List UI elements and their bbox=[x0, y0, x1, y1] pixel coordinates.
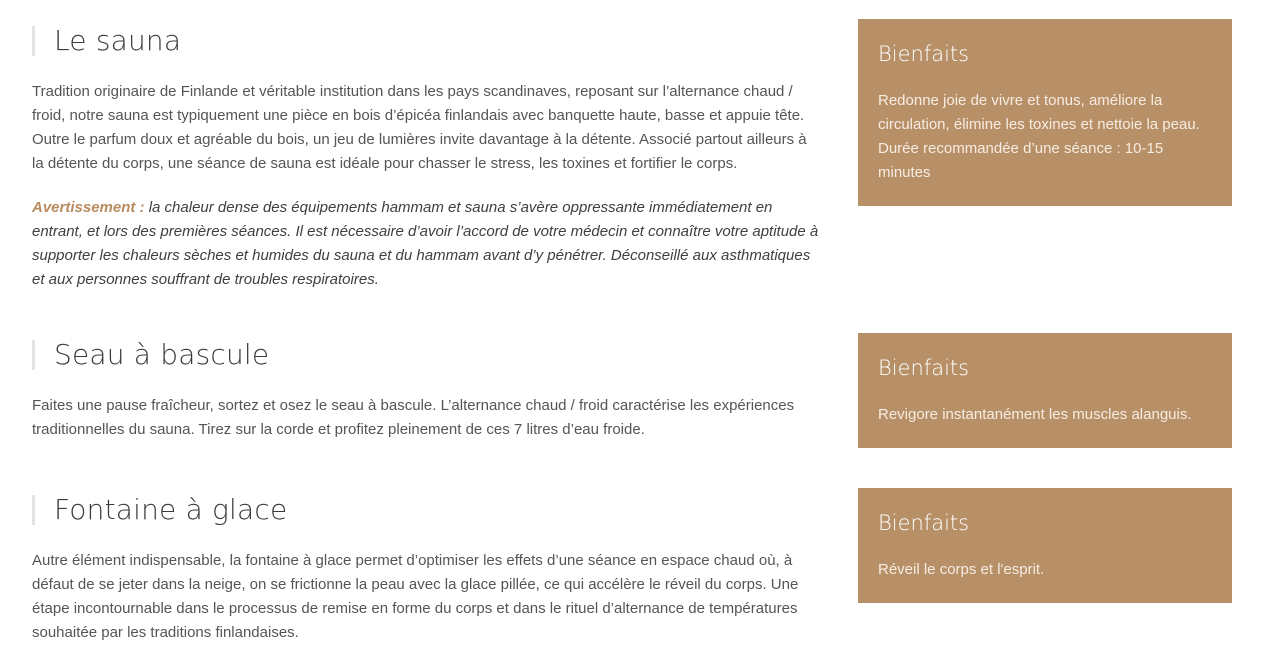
card-text: Réveil le corps et l'esprit. bbox=[878, 561, 1045, 578]
card-title: Bienfaits bbox=[878, 356, 970, 380]
card-text: Revigore instantanément les muscles alanguis. bbox=[878, 406, 1192, 423]
benefits-card-fontaine bbox=[858, 488, 1232, 603]
section-description: Autre élément indispensable, la fontaine à glace permet d’optimiser les effets d’une séance en espace chaud où, à défaut de se jeter dans la neige, on se frictionne la peau avec la glace pillée, ce qui accélère le réveil du corps. Une étape incontournable dans le processus de remise en forme du corps et dans le rituel d’alternance de températures souhaitée par les traditions finlandaises. bbox=[32, 552, 799, 641]
warning-text: la chaleur dense des équipements hammam et sauna s’avère oppressante immédiatement en entrant, et lors des premières séances. Il est nécessaire d’avoir l’accord de votre médecin et connaître votre aptitude à supporter les chaleurs sèches et humides du sauna et du hammam avant d’y pénétrer. Déconseillé aux asthmatiques et aux personnes souffrant de troubles respiratoires. bbox=[32, 199, 819, 288]
section-title: Fontaine à glace bbox=[32, 495, 287, 525]
card-text: Redonne joie de vivre et tonus, améliore la circulation, élimine les toxines et nettoie la peau. Durée recommandée d’une séance : 10-15 minutes bbox=[878, 92, 1200, 181]
card-title: Bienfaits bbox=[878, 511, 970, 535]
warning-label: Avertissement : bbox=[32, 199, 145, 216]
card-title: Bienfaits bbox=[878, 42, 970, 66]
benefits-card-seau bbox=[858, 333, 1232, 448]
section-title: Seau à bascule bbox=[32, 340, 269, 370]
section-description: Tradition originaire de Finlande et véritable institution dans les pays scandinaves, reposant sur l’alternance chaud / froid, notre sauna est typiquement une pièce en bois d’épicéa finlandais avec banquette haute, basse et appuie tête. Outre le parfum doux et agréable du bois, un jeu de lumières invite davantage à la détente. Associé partout ailleurs à la détente du corps, une séance de sauna est idéale pour chasser le stress, les toxines et fortifier le corps. bbox=[32, 83, 807, 172]
warning-paragraph bbox=[32, 196, 822, 292]
benefits-card-sauna bbox=[858, 19, 1232, 206]
section-title: Le sauna bbox=[32, 26, 181, 56]
section-description: Faites une pause fraîcheur, sortez et osez le seau à bascule. L’alternance chaud / froid caractérise les expériences traditionnelles du sauna. Tirez sur la corde et profitez pleinement de ces 7 litres d’eau froide. bbox=[32, 397, 795, 438]
